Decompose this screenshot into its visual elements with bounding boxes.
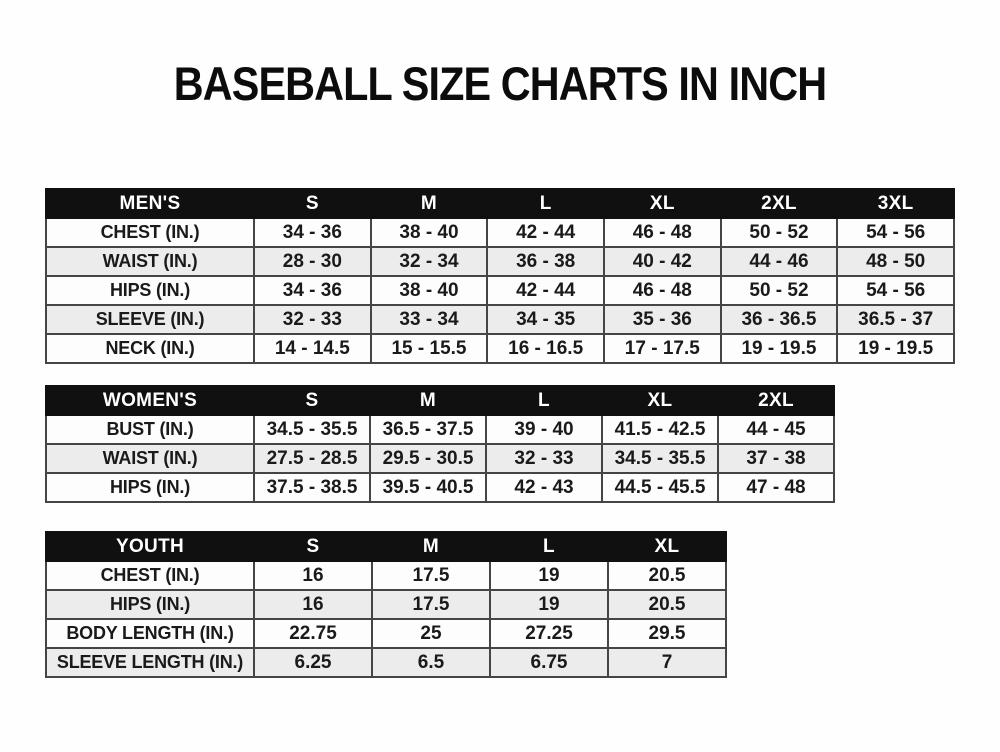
value-cell: 39 - 40: [486, 415, 602, 444]
value-cell: 19: [490, 590, 608, 619]
value-cell: 14 - 14.5: [254, 334, 371, 363]
value-cell: 29.5 - 30.5: [370, 444, 486, 473]
value-cell: 17.5: [372, 561, 490, 590]
header-row: [46, 532, 726, 561]
table-row: [46, 473, 834, 502]
size-header-cell: XL: [608, 532, 726, 561]
group-header-cell: YOUTH: [46, 532, 254, 561]
value-cell: 50 - 52: [721, 276, 838, 305]
measurement-label-cell: BUST (IN.): [46, 415, 254, 444]
value-cell: 46 - 48: [604, 218, 721, 247]
size-header-cell: L: [487, 189, 604, 218]
value-cell: 34 - 36: [254, 218, 371, 247]
table-row: [46, 334, 954, 363]
value-cell: 42 - 43: [486, 473, 602, 502]
size-header-cell: XL: [602, 386, 718, 415]
measurement-label-cell: HIPS (IN.): [46, 590, 254, 619]
value-cell: 16: [254, 561, 372, 590]
value-cell: 7: [608, 648, 726, 677]
value-cell: 47 - 48: [718, 473, 834, 502]
value-cell: 36.5 - 37.5: [370, 415, 486, 444]
value-cell: 20.5: [608, 590, 726, 619]
value-cell: 19 - 19.5: [721, 334, 838, 363]
table-row: [46, 648, 726, 677]
group-header-cell: MEN'S: [46, 189, 254, 218]
value-cell: 6.25: [254, 648, 372, 677]
measurement-label-cell: CHEST (IN.): [46, 561, 254, 590]
value-cell: 34 - 36: [254, 276, 371, 305]
value-cell: 37 - 38: [718, 444, 834, 473]
table-row: [46, 218, 954, 247]
value-cell: 19 - 19.5: [837, 334, 954, 363]
value-cell: 22.75: [254, 619, 372, 648]
value-cell: 6.75: [490, 648, 608, 677]
value-cell: 44 - 45: [718, 415, 834, 444]
value-cell: 48 - 50: [837, 247, 954, 276]
value-cell: 44 - 46: [721, 247, 838, 276]
group-header-cell: WOMEN'S: [46, 386, 254, 415]
value-cell: 36 - 36.5: [721, 305, 838, 334]
value-cell: 35 - 36: [604, 305, 721, 334]
measurement-label-cell: BODY LENGTH (IN.): [46, 619, 254, 648]
size-header-cell: L: [490, 532, 608, 561]
measurement-label-cell: WAIST (IN.): [46, 247, 254, 276]
value-cell: 44.5 - 45.5: [602, 473, 718, 502]
value-cell: 38 - 40: [371, 218, 488, 247]
table-row: [46, 305, 954, 334]
header-row: [46, 386, 834, 415]
value-cell: 16 - 16.5: [487, 334, 604, 363]
size-header-cell: M: [371, 189, 488, 218]
value-cell: 27.5 - 28.5: [254, 444, 370, 473]
value-cell: 54 - 56: [837, 276, 954, 305]
value-cell: 37.5 - 38.5: [254, 473, 370, 502]
value-cell: 6.5: [372, 648, 490, 677]
value-cell: 54 - 56: [837, 218, 954, 247]
value-cell: 36 - 38: [487, 247, 604, 276]
table-row: [46, 415, 834, 444]
value-cell: 20.5: [608, 561, 726, 590]
measurement-label-cell: SLEEVE (IN.): [46, 305, 254, 334]
size-header-cell: XL: [604, 189, 721, 218]
measurement-label-cell: HIPS (IN.): [46, 473, 254, 502]
value-cell: 36.5 - 37: [837, 305, 954, 334]
table-row: [46, 619, 726, 648]
value-cell: 34.5 - 35.5: [254, 415, 370, 444]
value-cell: 46 - 48: [604, 276, 721, 305]
value-cell: 32 - 33: [486, 444, 602, 473]
measurement-label-cell: WAIST (IN.): [46, 444, 254, 473]
value-cell: 33 - 34: [371, 305, 488, 334]
size-header-cell: M: [370, 386, 486, 415]
value-cell: 39.5 - 40.5: [370, 473, 486, 502]
size-header-cell: 3XL: [837, 189, 954, 218]
value-cell: 40 - 42: [604, 247, 721, 276]
measurement-label-cell: SLEEVE LENGTH (IN.): [46, 648, 254, 677]
table-row: [46, 444, 834, 473]
value-cell: 34 - 35: [487, 305, 604, 334]
size-header-cell: 2XL: [718, 386, 834, 415]
value-cell: 29.5: [608, 619, 726, 648]
measurement-label-cell: NECK (IN.): [46, 334, 254, 363]
value-cell: 25: [372, 619, 490, 648]
value-cell: 41.5 - 42.5: [602, 415, 718, 444]
table-row: [46, 247, 954, 276]
size-header-cell: 2XL: [721, 189, 838, 218]
table-row: [46, 590, 726, 619]
mens-size-table: [45, 188, 955, 364]
value-cell: 16: [254, 590, 372, 619]
value-cell: 50 - 52: [721, 218, 838, 247]
value-cell: 42 - 44: [487, 276, 604, 305]
value-cell: 27.25: [490, 619, 608, 648]
value-cell: 17 - 17.5: [604, 334, 721, 363]
page-title: BASEBALL SIZE CHARTS IN INCH: [173, 57, 827, 110]
header-row: [46, 189, 954, 218]
value-cell: 38 - 40: [371, 276, 488, 305]
size-header-cell: S: [254, 532, 372, 561]
womens-size-table: [45, 385, 835, 503]
value-cell: 19: [490, 561, 608, 590]
size-header-cell: L: [486, 386, 602, 415]
table-row: [46, 276, 954, 305]
value-cell: 28 - 30: [254, 247, 371, 276]
measurement-label-cell: HIPS (IN.): [46, 276, 254, 305]
table-row: [46, 561, 726, 590]
value-cell: 34.5 - 35.5: [602, 444, 718, 473]
size-header-cell: M: [372, 532, 490, 561]
value-cell: 32 - 33: [254, 305, 371, 334]
value-cell: 15 - 15.5: [371, 334, 488, 363]
value-cell: 42 - 44: [487, 218, 604, 247]
size-header-cell: S: [254, 189, 371, 218]
measurement-label-cell: CHEST (IN.): [46, 218, 254, 247]
value-cell: 17.5: [372, 590, 490, 619]
youth-size-table: [45, 531, 727, 678]
value-cell: 32 - 34: [371, 247, 488, 276]
size-header-cell: S: [254, 386, 370, 415]
